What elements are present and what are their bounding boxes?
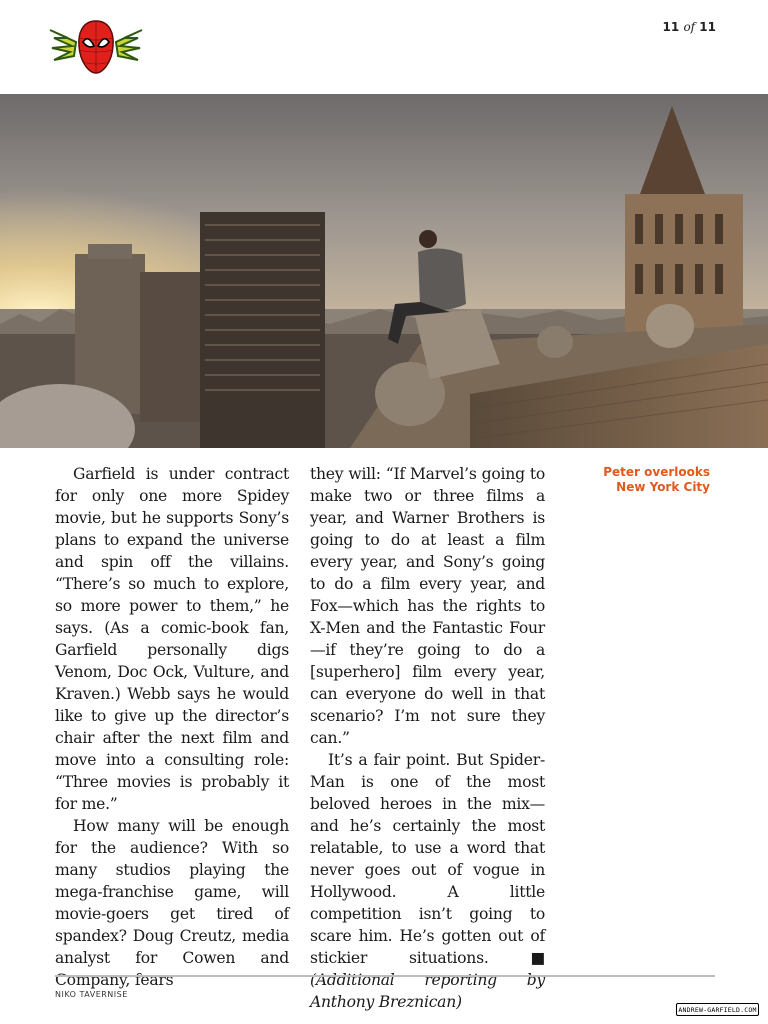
article-column-1 (55, 463, 289, 991)
article-column-2 (310, 463, 545, 1013)
caption-line: Peter overlooks (603, 465, 710, 479)
hero-photo (0, 94, 768, 448)
paragraph: Garfield is under contract for only one more Spidey movie, but he supports Sony’s plans to expand the universe and spin off the villains. “There’s so much to explore, so more power to them,” he says. (As a comic-book fan, Garfield personally digs Venom, Doc Ock, Vulture, and Kraven.) Webb says he would like to give up the director’s chair after the next film and move into a consulting role: “Three movies is probably it for me.” (55, 465, 289, 813)
photo-credit: NIKO TAVERNISE (55, 990, 128, 999)
watermark (676, 1003, 759, 1016)
spider-man-mask-icon (46, 16, 146, 76)
caption-line: New York City (616, 480, 710, 494)
end-mark: ■ (530, 949, 545, 967)
additional-reporting: (Additional reporting by Anthony Breznican) (310, 971, 545, 1011)
paragraph: How many will be enough for the audience? With so many studios playing the mega-franchise game, will movie-goers get tired of spandex? Doug Creutz, media analyst for Cowen and Company, fears (55, 817, 289, 989)
paragraph-text: It’s a fair point. But Spider-Man is one of the most beloved heroes in the mix—and he’s certainly the most relatable, to use a word that never goes out of vogue in Hollywood. A little competition isn’t going to scare him. He’s gotten out of stickier situations. (310, 751, 545, 967)
photo-caption (590, 465, 710, 495)
page-of: of (683, 20, 696, 34)
page-current: 11 (662, 20, 680, 34)
watermark-text: ANDREW-GARFIELD.COM (678, 1005, 757, 1014)
page-number (663, 20, 716, 34)
page-total: 11 (699, 20, 716, 34)
paragraph (310, 749, 545, 1013)
divider (55, 975, 715, 977)
paragraph: they will: “If Marvel’s going to make two or three films a year, and Warner Brothers is going to do at least a film every year, and Sony’s going to do a film every year, and Fox—which has the rights to X-Men and the Fantastic Four—if they’re going to do a [superhero] film every year, can everyone do well in that scenario? I’m not sure they can.” (310, 465, 545, 747)
